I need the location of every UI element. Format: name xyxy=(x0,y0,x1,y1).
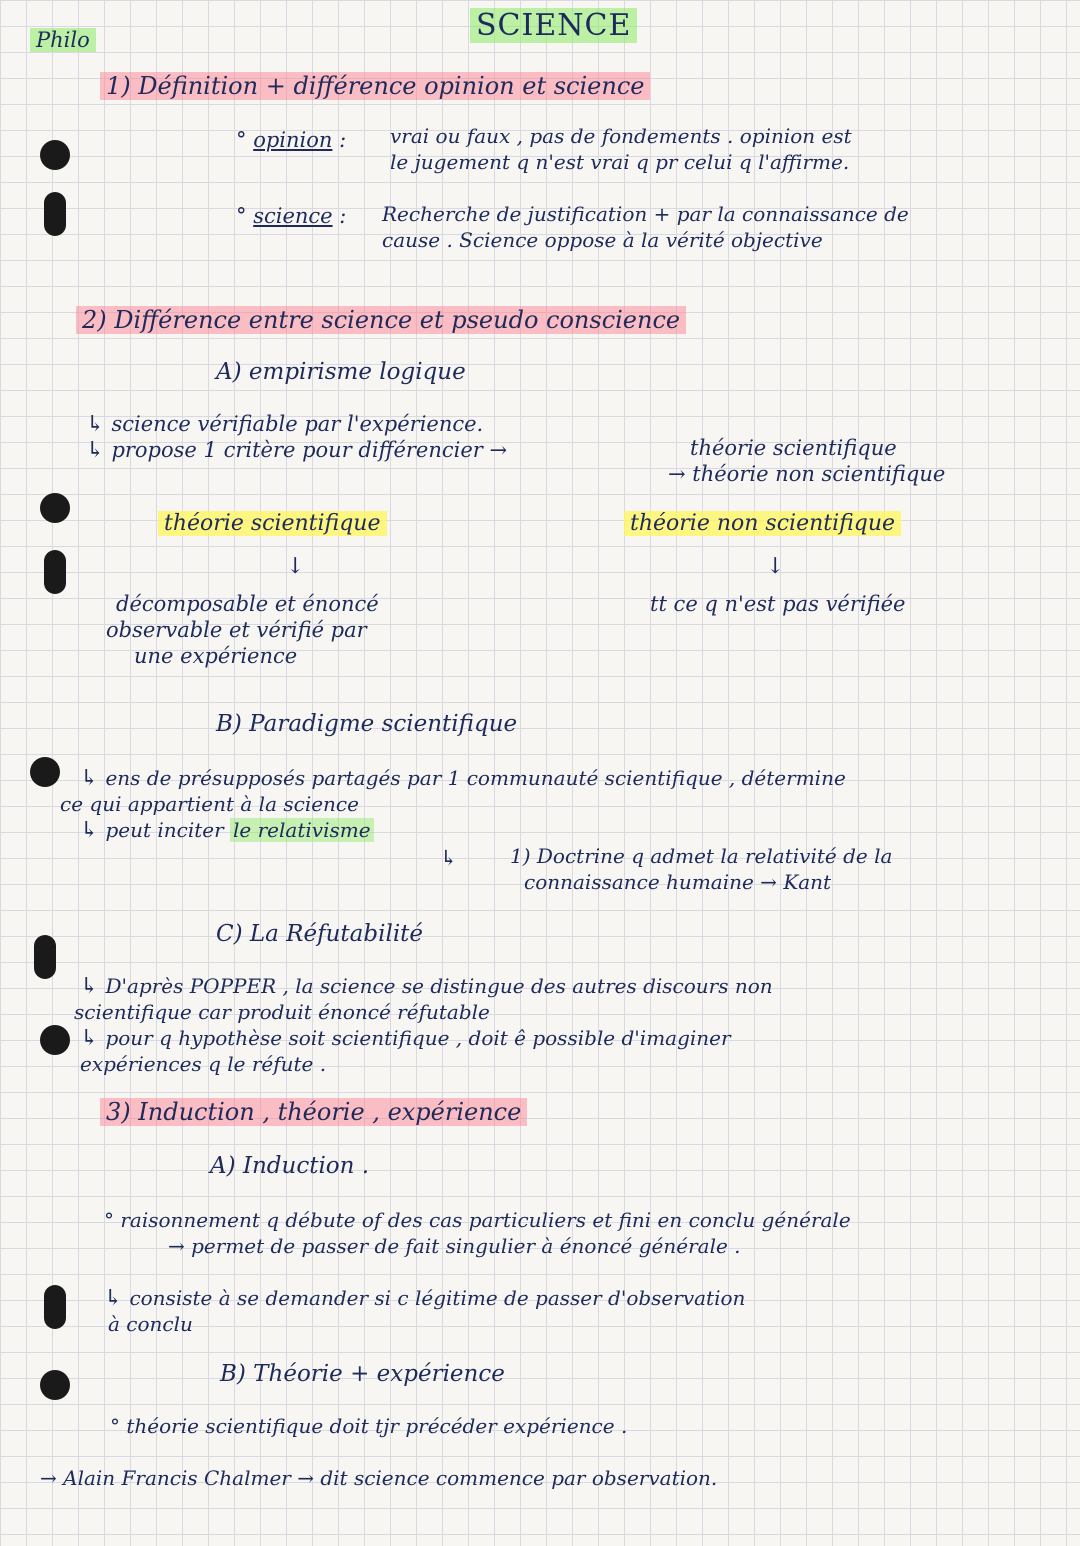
binder-hole-circle xyxy=(40,493,70,523)
branch-scientifique: théorie scientifique xyxy=(690,436,897,460)
subsection-3b-heading: B) Théorie + expérience xyxy=(220,1361,505,1387)
induction-line-3: ↳ consiste à se demander si c légitime de passer d'observation xyxy=(104,1286,746,1311)
refutabilite-line-1: ↳ D'après POPPER , la science se distingue des autres discours non xyxy=(80,974,773,999)
section-2-heading: 2) Différence entre science et pseudo conscience xyxy=(76,308,686,332)
subsection-2b-heading: B) Paradigme scientifique xyxy=(216,711,518,737)
opinion-text-1: vrai ou faux , pas de fondements . opinion est xyxy=(390,124,852,148)
subsection-2a-heading: A) empirisme logique xyxy=(216,359,466,385)
relativisme-arrow: ↳ xyxy=(440,846,458,870)
box-theorie-non-scientifique: théorie non scientifique xyxy=(624,512,901,536)
science-bullet: ° science : xyxy=(236,204,347,228)
paradigme-line-3: ↳ peut inciter le relativisme xyxy=(80,818,374,843)
binder-hole-circle xyxy=(40,1370,70,1400)
section-3-heading: 3) Induction , théorie , expérience xyxy=(100,1100,527,1124)
empirisme-line-1: ↳ science vérifiable par l'expérience. xyxy=(86,412,484,437)
binder-hole-circle xyxy=(40,1025,70,1055)
branch-non-scientifique: → théorie non scientifique xyxy=(668,462,946,486)
scientifique-desc-2: observable et vérifié par xyxy=(106,618,367,642)
refutabilite-line-2: scientifique car produit énoncé réfutable xyxy=(74,1000,490,1024)
refutabilite-line-3: ↳ pour q hypothèse soit scientifique , doit ê possible d'imaginer xyxy=(80,1026,731,1051)
box-theorie-scientifique: théorie scientifique xyxy=(158,512,387,536)
non-scientifique-desc: tt ce q n'est pas vérifiée xyxy=(650,592,906,616)
section-1-heading: 1) Définition + différence opinion et science xyxy=(100,74,650,98)
theorie-line-1: ° théorie scientifique doit tjr précéder expérience . xyxy=(110,1414,628,1438)
chalmer-line: → Alain Francis Chalmer → dit science commence par observation. xyxy=(40,1466,718,1490)
down-arrow-icon: ↓ xyxy=(286,554,305,579)
down-arrow-icon: ↓ xyxy=(766,554,785,579)
page-title: SCIENCE xyxy=(470,14,637,38)
binder-hole-pill xyxy=(44,192,66,236)
opinion-text-2: le jugement q n'est vrai q pr celui q l'affirme. xyxy=(390,150,850,174)
induction-line-2: → permet de passer de fait singulier à énoncé générale . xyxy=(168,1234,741,1258)
binder-hole-pill xyxy=(44,550,66,594)
binder-hole-circle xyxy=(30,757,60,787)
refutabilite-line-4: expériences q le réfute . xyxy=(80,1052,327,1076)
scientifique-desc-3: une expérience xyxy=(134,644,298,668)
subsection-3a-heading: A) Induction . xyxy=(210,1153,370,1179)
induction-line-4: à conclu xyxy=(108,1312,193,1336)
binder-hole-pill xyxy=(44,1285,66,1329)
relativisme-def-2: connaissance humaine → Kant xyxy=(524,870,832,894)
scientifique-desc-1: décomposable et énoncé xyxy=(116,592,379,616)
binder-hole-pill xyxy=(34,935,56,979)
induction-line-1: ° raisonnement q débute of des cas particuliers et fini en conclu générale xyxy=(104,1208,851,1232)
binder-hole-circle xyxy=(40,140,70,170)
science-text-1: Recherche de justification + par la connaissance de xyxy=(382,202,909,226)
subject-label: Philo xyxy=(30,28,96,52)
relativisme-def-1: 1) Doctrine q admet la relativité de la xyxy=(510,844,893,868)
science-text-2: cause . Science oppose à la vérité objective xyxy=(382,228,823,252)
opinion-bullet: ° opinion : xyxy=(236,128,347,152)
paradigme-line-1: ↳ ens de présupposés partagés par 1 communauté scientifique , détermine xyxy=(80,766,846,791)
empirisme-line-2: ↳ propose 1 critère pour différencier → xyxy=(86,438,508,463)
paradigme-line-2: ce qui appartient à la science xyxy=(60,792,359,816)
subsection-2c-heading: C) La Réfutabilité xyxy=(216,921,424,947)
